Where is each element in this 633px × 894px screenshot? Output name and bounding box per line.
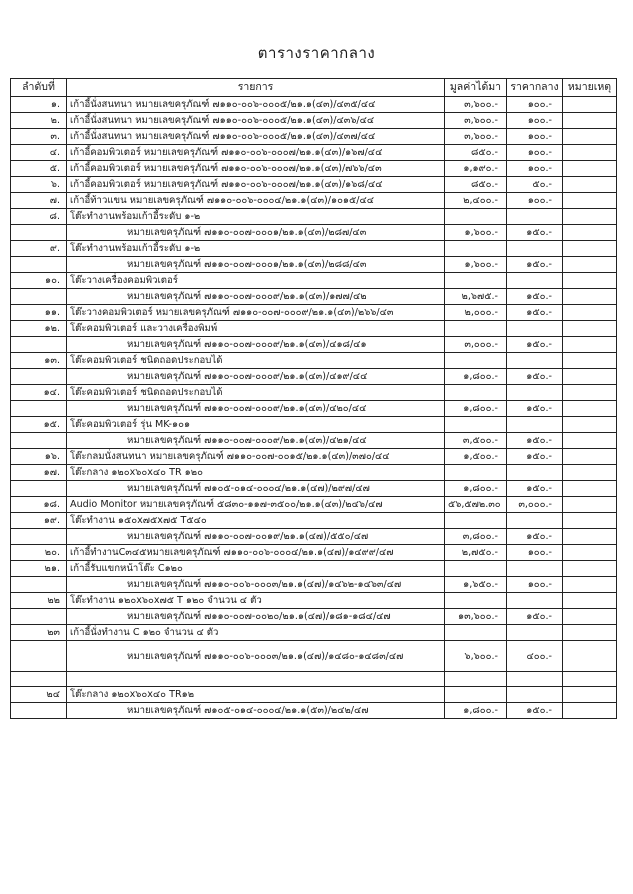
row-item: หมายเลขครุภัณฑ์ ๗๑๑๐-๐๐๗-๐๐๐๑/๒๑.๑(๔๓)/๒๘๘/๔๓: [67, 257, 445, 273]
row-acquired-value: [445, 465, 507, 481]
row-note: [563, 97, 617, 113]
row-item: โต๊ะกลาง ๑๒๐x๖๐x๔๐ TR๑๒: [67, 687, 445, 703]
col-header-no: ลำดับที่: [11, 79, 67, 97]
row-item: เก้าอี้คอมพิวเตอร์ หมายเลขครุภัณฑ์ ๗๑๑๐-๐๐๖-๐๐๐๗/๒๑.๑(๔๓)/๑๖๘/๔๔: [67, 177, 445, 193]
row-number: ๖.: [11, 177, 67, 193]
row-number: ๑๗.: [11, 465, 67, 481]
row-number: ๘.: [11, 209, 67, 225]
row-note: [563, 593, 617, 609]
row-median-price: ๑๕๐.-: [507, 481, 563, 497]
row-number: [11, 225, 67, 241]
row-acquired-value: [445, 209, 507, 225]
row-number: ๑๖.: [11, 449, 67, 465]
spacer-cell: [563, 672, 617, 687]
col-header-median: ราคากลาง: [507, 79, 563, 97]
row-acquired-value: ๒,๔๐๐.-: [445, 193, 507, 209]
row-note: [563, 417, 617, 433]
row-number: ๑๒.: [11, 321, 67, 337]
row-median-price: ๑๕๐.-: [507, 289, 563, 305]
row-median-price: ๑๐๐.-: [507, 129, 563, 145]
row-note: [563, 113, 617, 129]
row-number: [11, 257, 67, 273]
row-number: ๒๐.: [11, 545, 67, 561]
row-acquired-value: [445, 385, 507, 401]
row-item: หมายเลขครุภัณฑ์ ๗๑๑๐-๐๐๗-๐๐๐๙/๒๑.๑(๔๓)/๔๑๙/๔๔: [67, 369, 445, 385]
row-item: หมายเลขครุภัณฑ์ ๗๑๑๐-๐๐๗-๐๐๑๙/๒๑.๑(๔๗)/๕๕๐/๔๗: [67, 529, 445, 545]
table-row: [11, 529, 617, 545]
row-acquired-value: ๓,๘๐๐.-: [445, 529, 507, 545]
table-row: [11, 465, 617, 481]
row-acquired-value: ๑,๖๐๐.-: [445, 225, 507, 241]
row-median-price: ๑๐๐.-: [507, 97, 563, 113]
row-acquired-value: [445, 241, 507, 257]
row-item: หมายเลขครุภัณฑ์ ๗๑๐๕-๐๑๔-๐๐๐๔/๒๑.๑(๕๓)/๒๔๒/๔๗: [67, 703, 445, 719]
row-item: เก้าอี้รับแขกหน้าโต๊ะ C๑๒๐: [67, 561, 445, 577]
row-median-price: ๑๕๐.-: [507, 305, 563, 321]
table-row: [11, 417, 617, 433]
row-median-price: [507, 353, 563, 369]
row-note: [563, 687, 617, 703]
table-row: [11, 703, 617, 719]
row-number: [11, 609, 67, 625]
row-item: เก้าอี้นั่งสนทนา หมายเลขครุภัณฑ์ ๗๑๑๐-๐๐๖-๐๐๐๕/๒๑.๑(๔๓)/๔๓๗/๔๔: [67, 129, 445, 145]
row-note: [563, 145, 617, 161]
row-median-price: ๑๕๐.-: [507, 449, 563, 465]
row-note: [563, 129, 617, 145]
col-header-item: รายการ: [67, 79, 445, 97]
row-number: [11, 401, 67, 417]
row-item: เก้าอี้นั่งทำงาน C ๑๒๐ จำนวน ๔ ตัว: [67, 625, 445, 641]
row-number: ๒๑.: [11, 561, 67, 577]
row-acquired-value: ๓,๖๐๐.-: [445, 97, 507, 113]
row-median-price: ๑๐๐.-: [507, 113, 563, 129]
row-acquired-value: [445, 625, 507, 641]
row-median-price: [507, 385, 563, 401]
row-acquired-value: [445, 417, 507, 433]
row-number: [11, 433, 67, 449]
row-acquired-value: ๒,๐๐๐.-: [445, 305, 507, 321]
row-item: โต๊ะคอมพิวเตอร์ รุ่น MK-๑๐๑: [67, 417, 445, 433]
row-number: ๒.: [11, 113, 67, 129]
row-median-price: [507, 687, 563, 703]
row-number: ๙.: [11, 241, 67, 257]
row-number: ๑๙.: [11, 513, 67, 529]
spacer-cell: [11, 672, 67, 687]
row-item: โต๊ะคอมพิวเตอร์ และวางเครื่องพิมพ์: [67, 321, 445, 337]
row-number: ๑.: [11, 97, 67, 113]
spacer-cell: [67, 672, 445, 687]
row-median-price: [507, 273, 563, 289]
row-note: [563, 289, 617, 305]
row-item: หมายเลขครุภัณฑ์ ๗๑๐๕-๐๑๔-๐๐๐๔/๒๑.๑(๔๗)/๒๙๗/๔๗: [67, 481, 445, 497]
table-row: [11, 97, 617, 113]
row-median-price: [507, 417, 563, 433]
row-item: เก้าอี้นั่งสนทนา หมายเลขครุภัณฑ์ ๗๑๑๐-๐๐๖-๐๐๐๕/๒๑.๑(๔๓)/๔๓๕/๔๔: [67, 97, 445, 113]
row-number: ๑๕.: [11, 417, 67, 433]
table-row: [11, 129, 617, 145]
row-acquired-value: ๑๓,๖๐๐.-: [445, 609, 507, 625]
row-item: หมายเลขครุภัณฑ์ ๗๑๑๐-๐๐๗-๐๐๒๐/๒๑.๑(๔๗)/๑๘๑-๑๘๔/๔๗: [67, 609, 445, 625]
row-note: [563, 321, 617, 337]
row-acquired-value: [445, 321, 507, 337]
row-number: [11, 641, 67, 672]
table-row: [11, 385, 617, 401]
row-median-price: ๓,๐๐๐.-: [507, 497, 563, 513]
row-number: ๓.: [11, 129, 67, 145]
row-note: [563, 161, 617, 177]
row-median-price: ๑๕๐.-: [507, 337, 563, 353]
row-acquired-value: ๒,๗๕๐.-: [445, 545, 507, 561]
row-median-price: ๑๐๐.-: [507, 193, 563, 209]
row-acquired-value: ๑,๘๐๐.-: [445, 369, 507, 385]
row-number: ๑๐.: [11, 273, 67, 289]
row-note: [563, 177, 617, 193]
table-row: [11, 321, 617, 337]
row-median-price: ๔๐๐.-: [507, 641, 563, 672]
row-note: [563, 703, 617, 719]
row-note: [563, 465, 617, 481]
row-number: ๑๑.: [11, 305, 67, 321]
row-median-price: ๑๕๐.-: [507, 401, 563, 417]
table-row: [11, 369, 617, 385]
table-row: [11, 113, 617, 129]
row-number: ๒๒: [11, 593, 67, 609]
row-note: [563, 193, 617, 209]
row-note: [563, 449, 617, 465]
row-number: ๒๔: [11, 687, 67, 703]
table-row: [11, 193, 617, 209]
row-note: [563, 225, 617, 241]
row-acquired-value: ๓,๐๐๐.-: [445, 337, 507, 353]
table-row: [11, 177, 617, 193]
row-acquired-value: ๑,๘๐๐.-: [445, 401, 507, 417]
row-number: [11, 703, 67, 719]
table-row: [11, 593, 617, 609]
table-header: [11, 79, 617, 97]
spacer-row: [11, 672, 617, 687]
row-item: โต๊ะกลาง ๑๒๐x๖๐x๔๐ TR ๑๒๐: [67, 465, 445, 481]
table-row: [11, 289, 617, 305]
row-note: [563, 625, 617, 641]
page-title: ตารางราคากลาง: [257, 44, 376, 62]
row-note: [563, 353, 617, 369]
row-item: โต๊ะวางเครื่องคอมพิวเตอร์: [67, 273, 445, 289]
row-item: เก้าอี้ทำงานC๓๔๕หมายเลขครุภัณฑ์ ๗๑๑๐-๐๐๖-๐๐๐๔/๒๑.๑(๔๗)/๑๔๙๙/๔๗: [67, 545, 445, 561]
row-number: ๑๔.: [11, 385, 67, 401]
row-acquired-value: ๑,๘๐๐.-: [445, 481, 507, 497]
row-median-price: ๑๕๐.-: [507, 257, 563, 273]
col-header-note: หมายเหตุ: [563, 79, 617, 97]
row-number: [11, 337, 67, 353]
row-median-price: ๑๕๐.-: [507, 225, 563, 241]
row-acquired-value: ๑,๖๕๐.-: [445, 577, 507, 593]
row-note: [563, 545, 617, 561]
row-median-price: [507, 561, 563, 577]
row-median-price: ๑๐๐.-: [507, 145, 563, 161]
row-acquired-value: [445, 593, 507, 609]
row-median-price: ๑๕๐.-: [507, 609, 563, 625]
row-acquired-value: ๒,๖๗๕.-: [445, 289, 507, 305]
table-row: [11, 577, 617, 593]
row-note: [563, 209, 617, 225]
row-item: โต๊ะคอมพิวเตอร์ ชนิดถอดประกอบได้: [67, 385, 445, 401]
row-note: [563, 529, 617, 545]
row-median-price: ๑๐๐.-: [507, 577, 563, 593]
row-item: โต๊ะกลมนั่งสนทนา หมายเลขครุภัณฑ์ ๗๑๑๐-๐๐๗-๐๐๑๕/๒๑.๑(๔๓)/๓๗๐/๔๔: [67, 449, 445, 465]
row-median-price: ๕๐.-: [507, 177, 563, 193]
table-row: [11, 561, 617, 577]
table-row: [11, 145, 617, 161]
row-number: ๔.: [11, 145, 67, 161]
row-item: เก้าอี้นั่งสนทนา หมายเลขครุภัณฑ์ ๗๑๑๐-๐๐๖-๐๐๐๕/๒๑.๑(๔๓)/๔๓๖/๔๔: [67, 113, 445, 129]
table-row: [11, 545, 617, 561]
table-row: [11, 497, 617, 513]
row-note: [563, 401, 617, 417]
row-number: [11, 289, 67, 305]
row-item: หมายเลขครุภัณฑ์ ๗๑๑๐-๐๐๗-๐๐๐๙/๒๑.๑(๔๓)/๔๑๘/๔๑: [67, 337, 445, 353]
table-row: [11, 209, 617, 225]
row-note: [563, 385, 617, 401]
row-acquired-value: ๑,๑๙๐.-: [445, 161, 507, 177]
row-acquired-value: ๘๕๐.-: [445, 177, 507, 193]
table-row: [11, 337, 617, 353]
price-table: [10, 78, 617, 719]
row-median-price: ๑๐๐.-: [507, 161, 563, 177]
row-item: โต๊ะทำงาน ๑๒๐x๖๐x๗๕ T ๑๒๐ จำนวน ๔ ตัว: [67, 593, 445, 609]
row-acquired-value: [445, 353, 507, 369]
row-note: [563, 337, 617, 353]
row-median-price: [507, 321, 563, 337]
row-note: [563, 497, 617, 513]
row-acquired-value: ๑,๕๐๐.-: [445, 449, 507, 465]
table-row: [11, 257, 617, 273]
row-item: โต๊ะคอมพิวเตอร์ ชนิดถอดประกอบได้: [67, 353, 445, 369]
row-acquired-value: [445, 561, 507, 577]
row-median-price: ๑๕๐.-: [507, 703, 563, 719]
row-number: ๒๓: [11, 625, 67, 641]
table-row: [11, 481, 617, 497]
spacer-cell: [507, 672, 563, 687]
table-row: [11, 513, 617, 529]
row-number: ๑๘.: [11, 497, 67, 513]
row-note: [563, 609, 617, 625]
row-note: [563, 305, 617, 321]
row-number: [11, 577, 67, 593]
row-acquired-value: ๑,๖๐๐.-: [445, 257, 507, 273]
row-item: หมายเลขครุภัณฑ์ ๗๑๑๐-๐๐๗-๐๐๐๙/๒๑.๑(๔๓)/๔๒๐/๔๔: [67, 401, 445, 417]
row-median-price: ๑๕๐.-: [507, 433, 563, 449]
row-item: เก้าอี้คอมพิวเตอร์ หมายเลขครุภัณฑ์ ๗๑๑๐-๐๐๖-๐๐๐๗/๒๑.๑(๔๓)/๑๖๗/๔๔: [67, 145, 445, 161]
row-item: หมายเลขครุภัณฑ์ ๗๑๑๐-๐๐๖-๐๐๐๓/๒๑.๑(๔๗)/๑๔๘๐-๑๔๘๓/๔๗: [67, 641, 445, 672]
row-median-price: [507, 625, 563, 641]
table-row: [11, 353, 617, 369]
table-row: [11, 161, 617, 177]
row-item: หมายเลขครุภัณฑ์ ๗๑๑๐-๐๐๗-๐๐๐๑/๒๑.๑(๔๓)/๒๘๗/๔๓: [67, 225, 445, 241]
row-median-price: ๑๐๐.-: [507, 545, 563, 561]
row-acquired-value: ๘๕๐.-: [445, 145, 507, 161]
row-number: ๑๓.: [11, 353, 67, 369]
row-note: [563, 273, 617, 289]
row-note: [563, 369, 617, 385]
row-acquired-value: ๓,๖๐๐.-: [445, 129, 507, 145]
row-number: ๕.: [11, 161, 67, 177]
row-median-price: [507, 593, 563, 609]
row-item: เก้าอี้คอมพิวเตอร์ หมายเลขครุภัณฑ์ ๗๑๑๐-๐๐๖-๐๐๐๗/๒๑.๑(๔๓)/๗๖๖/๔๓: [67, 161, 445, 177]
row-number: [11, 529, 67, 545]
row-note: [563, 433, 617, 449]
table-body: [11, 97, 617, 719]
table-row: [11, 433, 617, 449]
row-item: โต๊ะทำงานพร้อมเก้าอี้ระดับ ๑-๒: [67, 241, 445, 257]
row-item: หมายเลขครุภัณฑ์ ๗๑๑๐-๐๐๖-๐๐๐๓/๒๑.๑(๔๗)/๑๔๖๒-๑๔๖๓/๔๗: [67, 577, 445, 593]
row-median-price: [507, 209, 563, 225]
row-acquired-value: ๓,๕๐๐.-: [445, 433, 507, 449]
row-number: ๗.: [11, 193, 67, 209]
row-note: [563, 257, 617, 273]
row-note: [563, 481, 617, 497]
table-row: [11, 625, 617, 641]
row-item: โต๊ะทำงาน ๑๕๐x๗๕x๗๕ T๕๔๐: [67, 513, 445, 529]
row-item: หมายเลขครุภัณฑ์ ๗๑๑๐-๐๐๗-๐๐๐๙/๒๑.๑(๔๓)/๑๗๗/๔๒: [67, 289, 445, 305]
table-row: [11, 401, 617, 417]
row-acquired-value: ๑,๘๐๐.-: [445, 703, 507, 719]
spacer-cell: [445, 672, 507, 687]
row-number: [11, 369, 67, 385]
row-note: [563, 577, 617, 593]
row-item: โต๊ะวางคอมพิวเตอร์ หมายเลขครุภัณฑ์ ๗๑๑๐-๐๐๗-๐๐๐๙/๒๑.๑(๔๓)/๒๖๖/๔๓: [67, 305, 445, 321]
table-row: [11, 305, 617, 321]
table-row: [11, 241, 617, 257]
row-median-price: ๑๕๐.-: [507, 529, 563, 545]
table-row: [11, 273, 617, 289]
row-note: [563, 561, 617, 577]
row-item: Audio Monitor หมายเลขครุภัณฑ์ ๕๘๓๐-๑๑๗-๓๕๐๐/๒๑.๑(๔๓)/๒๔๖/๔๗: [67, 497, 445, 513]
row-note: [563, 241, 617, 257]
row-item: โต๊ะทำงานพร้อมเก้าอี้ระดับ ๑-๒: [67, 209, 445, 225]
row-median-price: [507, 241, 563, 257]
row-acquired-value: ๖,๖๐๐.-: [445, 641, 507, 672]
row-median-price: [507, 465, 563, 481]
row-note: [563, 513, 617, 529]
row-acquired-value: ๓,๖๐๐.-: [445, 113, 507, 129]
row-item: หมายเลขครุภัณฑ์ ๗๑๑๐-๐๐๗-๐๐๐๙/๒๑.๑(๔๓)/๔๒๑/๔๔: [67, 433, 445, 449]
row-item: เก้าอี้ท้าวแขน หมายเลขครุภัณฑ์ ๗๑๑๐-๐๐๖-๐๐๐๔/๒๑.๑(๔๓)/๑๐๑๕/๔๔: [67, 193, 445, 209]
col-header-acquired: มูลค่าได้มา: [445, 79, 507, 97]
row-acquired-value: [445, 687, 507, 703]
row-median-price: ๑๕๐.-: [507, 369, 563, 385]
row-acquired-value: [445, 513, 507, 529]
table-row: [11, 687, 617, 703]
row-acquired-value: [445, 273, 507, 289]
row-median-price: [507, 513, 563, 529]
table-row: [11, 225, 617, 241]
table-row: [11, 449, 617, 465]
row-note: [563, 641, 617, 672]
row-acquired-value: ๕๖,๕๗๒.๓๐: [445, 497, 507, 513]
table-row: [11, 641, 617, 672]
row-number: [11, 481, 67, 497]
table-row: [11, 609, 617, 625]
